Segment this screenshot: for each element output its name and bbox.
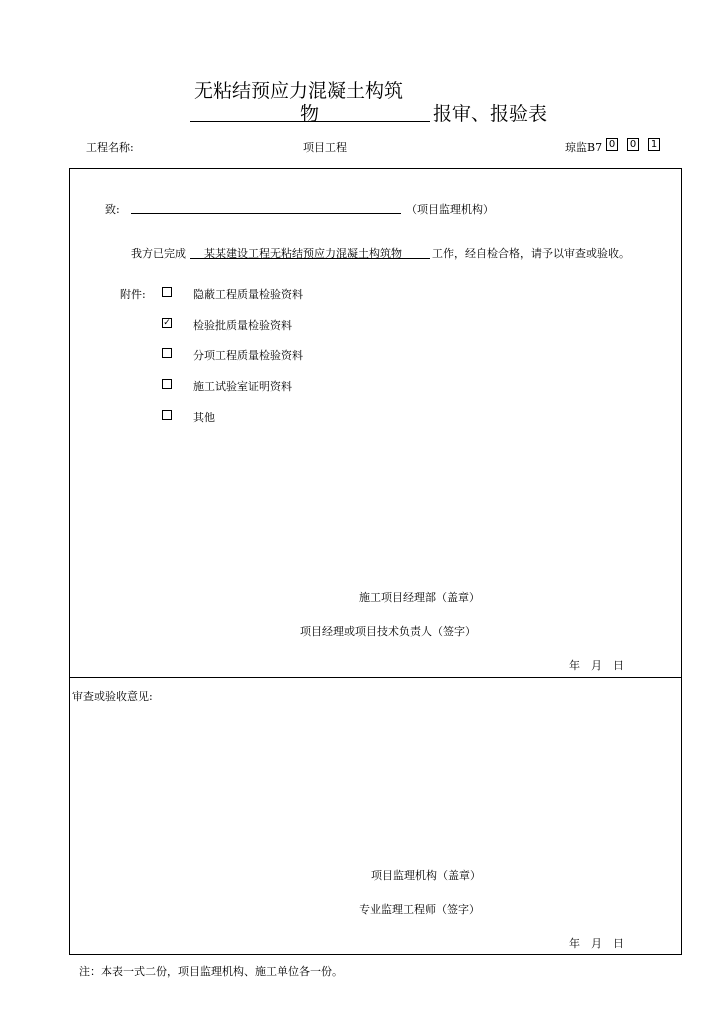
completed-suffix: 工作，经自检合格，请予以审查或验收。 <box>432 247 630 260</box>
to-suffix: （项目监理机构） <box>406 203 494 216</box>
attachment-checkbox-sub-item[interactable] <box>162 348 172 358</box>
footnote: 注：本表一式二份，项目监理机构、施工单位各一份。 <box>79 965 343 978</box>
form-title-suffix: 报审、报验表 <box>433 103 548 125</box>
project-name-label: 工程名称: <box>86 141 134 154</box>
project-name-value: 项目工程 <box>303 141 347 154</box>
attachments-label: 附件: <box>120 288 146 301</box>
attachment-label-hidden-works: 隐蔽工程质量检验资料 <box>193 288 303 301</box>
project-manager-signature: 项目经理或项目技术负责人（签字） <box>300 625 476 638</box>
supervision-org-seal: 项目监理机构（盖章） <box>371 869 481 882</box>
form-title-line1: 无粘结预应力混凝土构筑 <box>194 80 404 102</box>
section-divider <box>69 677 682 678</box>
form-title-fill: 物 <box>300 103 320 125</box>
form-frame <box>69 168 682 955</box>
attachment-checkbox-lab-proof[interactable] <box>162 379 172 389</box>
attachment-label-lab-proof: 施工试验室证明资料 <box>193 380 292 393</box>
attachment-label-other: 其他 <box>193 411 215 424</box>
attachment-checkbox-hidden-works[interactable] <box>162 287 172 297</box>
completed-work-field[interactable]: 某某建设工程无粘结预应力混凝土构筑物 <box>204 247 402 260</box>
form-code-digit-1: 0 <box>606 138 618 151</box>
form-code-label: 琼监B7 <box>565 141 603 154</box>
attachment-label-sub-item: 分项工程质量检验资料 <box>193 349 303 362</box>
attachment-checkbox-inspection-batch[interactable]: ✓ <box>163 318 171 328</box>
review-date: 年 月 日 <box>569 937 624 950</box>
completed-prefix: 我方已完成 <box>131 247 186 260</box>
to-recipient-field[interactable] <box>131 213 401 214</box>
review-opinion-label: 审查或验收意见: <box>72 690 153 703</box>
supervising-engineer-signature: 专业监理工程师（签字） <box>359 903 480 916</box>
form-code-digit-2: 0 <box>627 138 639 151</box>
form-code-digit-3: 1 <box>648 138 660 151</box>
construction-dept-seal: 施工项目经理部（盖章） <box>359 591 480 604</box>
attachment-checkbox-other[interactable] <box>162 410 172 420</box>
attachment-label-inspection-batch: 检验批质量检验资料 <box>193 319 292 332</box>
to-label: 致: <box>105 203 120 216</box>
submission-date: 年 月 日 <box>569 659 624 672</box>
